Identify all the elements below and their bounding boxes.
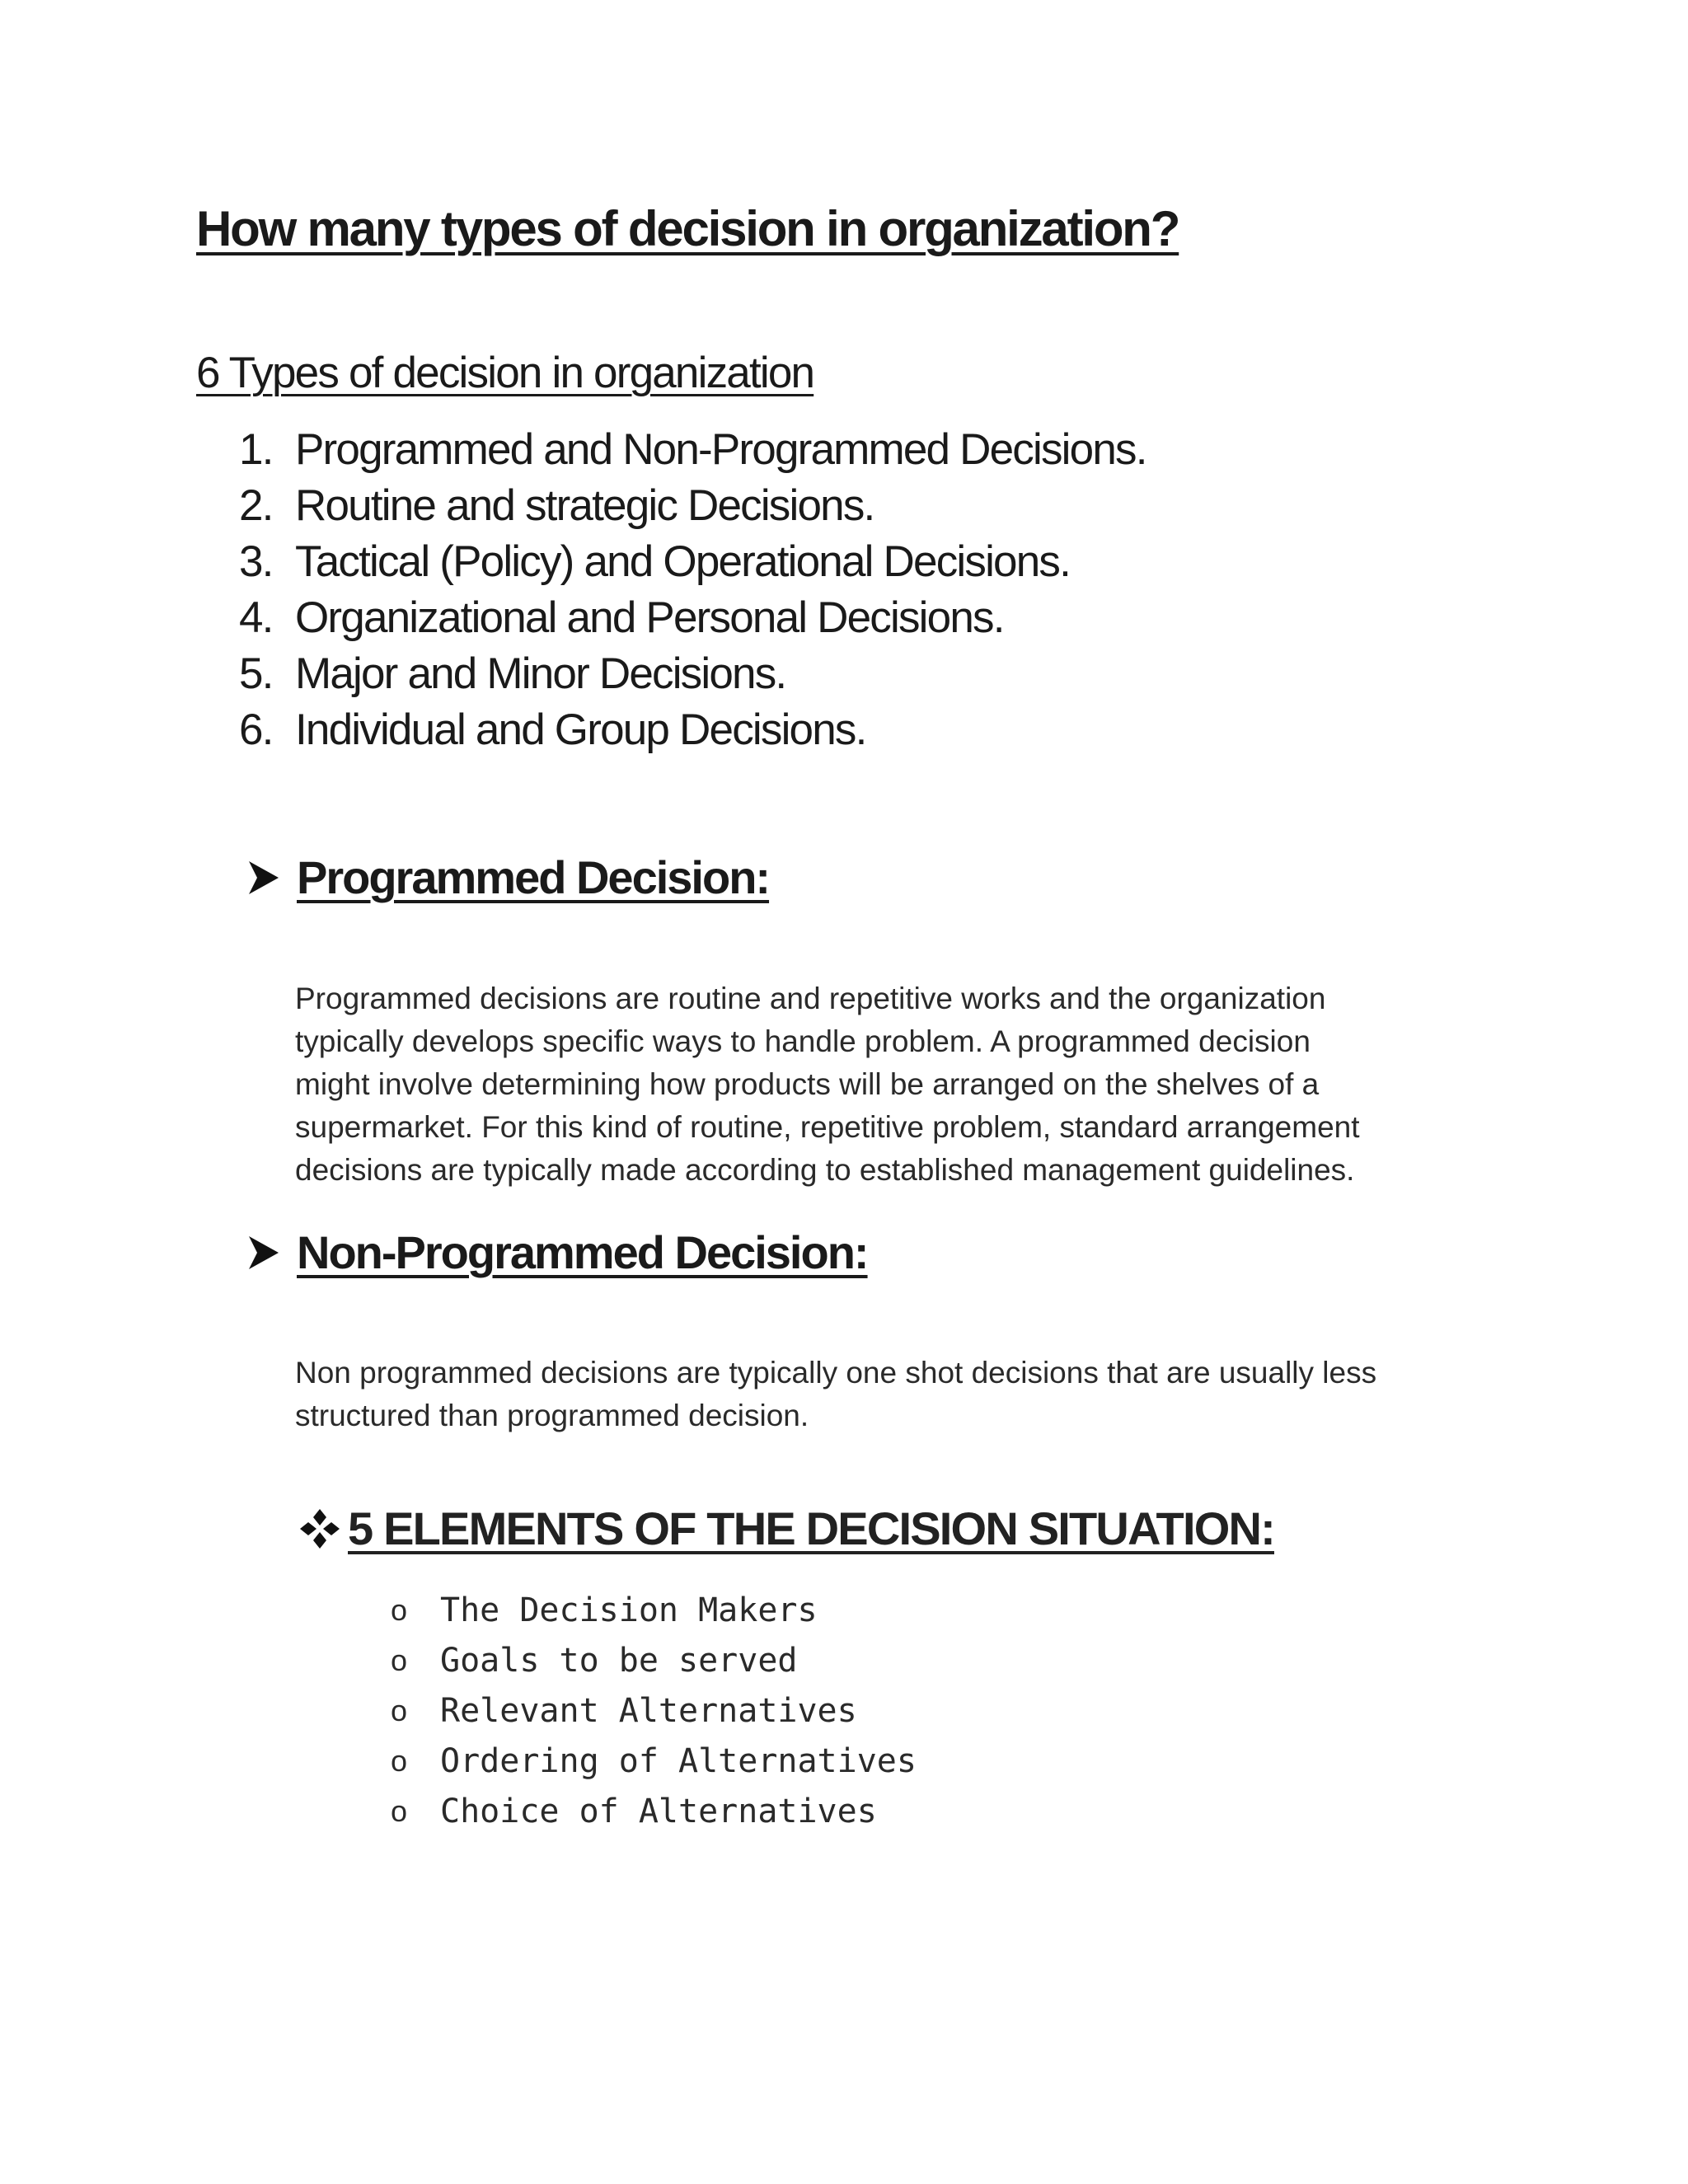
list-item-text: Goals to be served	[440, 1641, 798, 1680]
circle-bullet-icon: o	[391, 1693, 408, 1727]
list-item	[239, 477, 1146, 533]
list-item	[391, 1635, 917, 1685]
programmed-decision-paragraph	[295, 977, 1360, 1192]
paragraph-line: Programmed decisions are routine and repetitive works and the organization	[295, 982, 1326, 1015]
circle-bullet-icon: o	[391, 1793, 408, 1828]
list-item-text: Choice of Alternatives	[440, 1792, 877, 1830]
list-item	[391, 1685, 917, 1736]
programmed-decision-heading	[247, 851, 769, 904]
arrow-bullet-icon	[247, 1232, 297, 1273]
list-item-text: The Decision Makers	[440, 1591, 818, 1629]
page-title: How many types of decision in organization?	[196, 201, 1179, 256]
list-item	[239, 701, 1146, 757]
list-item	[391, 1786, 917, 1836]
list-item-text: Ordering of Alternatives	[440, 1741, 917, 1780]
list-number: 6.	[239, 705, 273, 754]
list-item-text: Major and Minor Decisions.	[295, 649, 786, 698]
arrow-bullet-icon	[247, 857, 297, 898]
section-heading-label: Non-Programmed Decision:	[297, 1226, 868, 1278]
list-number: 3.	[239, 537, 273, 586]
non-programmed-decision-paragraph	[295, 1352, 1376, 1437]
list-item	[391, 1736, 917, 1786]
list-item	[239, 645, 1146, 701]
non-programmed-decision-heading	[247, 1226, 868, 1279]
types-heading: 6 Types of decision in organization	[196, 349, 814, 397]
elements-list	[391, 1585, 917, 1836]
list-item-text: Individual and Group Decisions.	[295, 705, 866, 754]
list-number: 1.	[239, 424, 273, 474]
list-item	[239, 533, 1146, 589]
circle-bullet-icon: o	[391, 1743, 408, 1778]
list-number: 2.	[239, 480, 273, 530]
four-diamond-bullet-icon	[297, 1506, 343, 1552]
list-item	[239, 589, 1146, 645]
list-number: 4.	[239, 593, 273, 642]
list-item-text: Routine and strategic Decisions.	[295, 480, 874, 530]
section-heading-label: Programmed Decision:	[297, 851, 770, 903]
list-item-text: Relevant Alternatives	[440, 1691, 857, 1730]
types-list	[239, 421, 1146, 757]
list-item-text: Organizational and Personal Decisions.	[295, 593, 1004, 642]
list-item-text: Tactical (Policy) and Operational Decisions.	[295, 537, 1071, 586]
paragraph-line: decisions are typically made according to established management guidelines.	[295, 1153, 1355, 1187]
elements-heading	[297, 1502, 1274, 1555]
paragraph-line: typically develops specific ways to handle problem. A programmed decision	[295, 1024, 1311, 1058]
list-item	[239, 421, 1146, 477]
paragraph-line: structured than programmed decision.	[295, 1399, 809, 1432]
paragraph-line: might involve determining how products will be arranged on the shelves of a	[295, 1067, 1320, 1101]
section-heading-label: 5 ELEMENTS OF THE DECISION SITUATION:	[348, 1502, 1274, 1554]
circle-bullet-icon: o	[391, 1592, 408, 1627]
list-number: 5.	[239, 649, 273, 698]
paragraph-line: Non programmed decisions are typically one shot decisions that are usually less	[295, 1356, 1377, 1390]
paragraph-line: supermarket. For this kind of routine, repetitive problem, standard arrangement	[295, 1110, 1360, 1144]
list-item	[391, 1585, 917, 1635]
circle-bullet-icon: o	[391, 1643, 408, 1677]
list-item-text: Programmed and Non-Programmed Decisions.	[295, 424, 1146, 474]
